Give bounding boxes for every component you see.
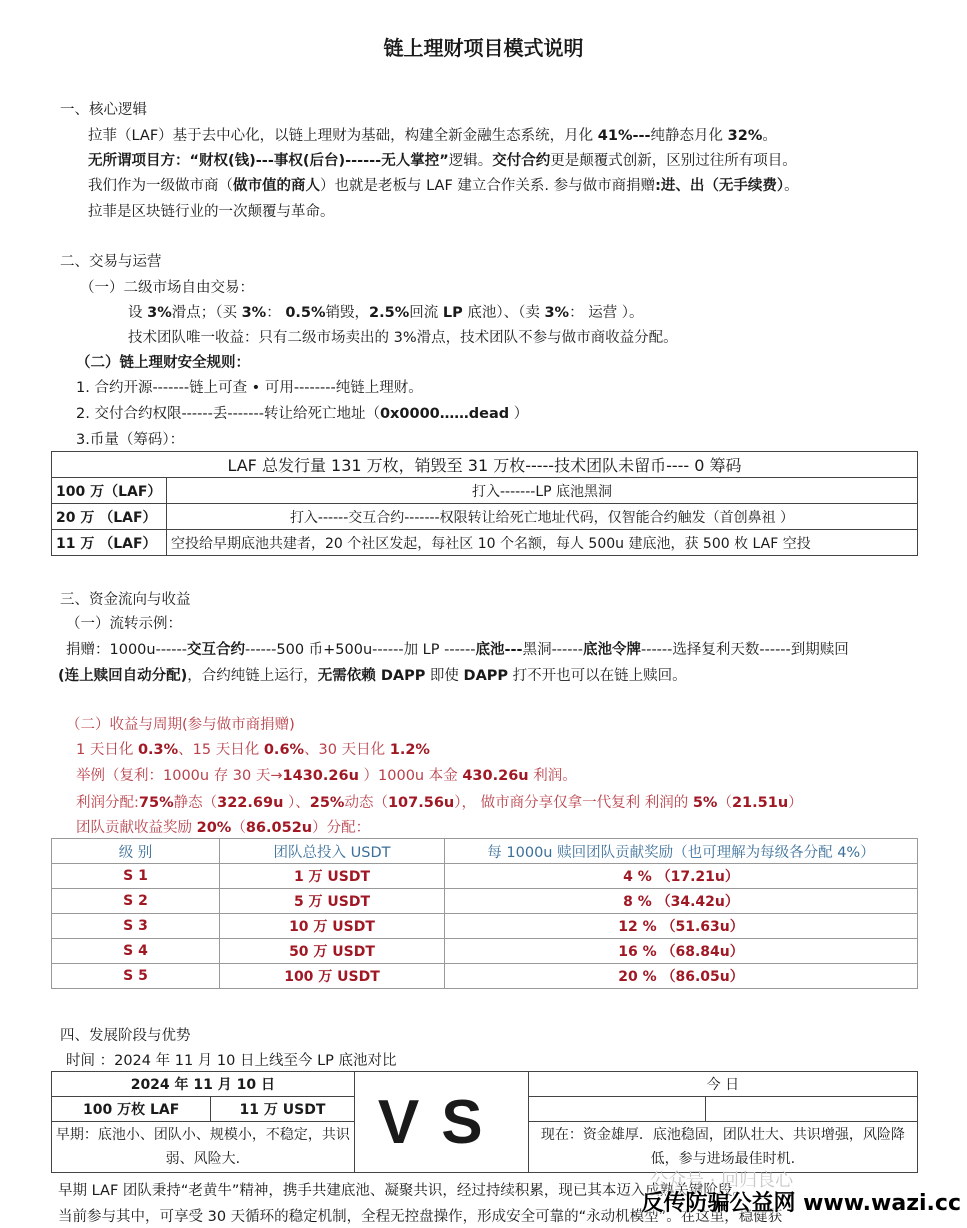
text-segment: 打不开也可以在链上赎回。 [508,668,687,684]
text-segment: 动态（ [344,795,388,811]
text-segment: ，合约纯链上运行， [187,668,318,684]
text-segment: ）也就是老板与 LAF 建立合作关系. 参与做市商捐赠 [320,178,656,194]
level-cell: S 1 [52,864,220,889]
text-line [80,276,254,297]
text-segment: LP [442,305,463,321]
text-line [66,713,295,734]
text-segment: 322.69u [217,795,284,811]
text-segment: 75% [138,795,174,811]
header-investment: 团队总投入 USDT [220,839,445,864]
investment-cell: 100 万 USDT [220,964,445,989]
text-segment: ------500 币+500u------加 LP ------ [244,642,476,658]
text-line [76,764,577,785]
amount-cell: 20 万 （LAF） [52,504,167,530]
text-segment: 1.2% [389,742,430,758]
table-row [52,964,918,989]
desc-cell: 打入-------LP 底池黑洞 [167,478,918,504]
text-line [60,1024,191,1045]
text-segment: 、30 天日化 [304,742,390,758]
text-line [128,326,678,347]
text-segment: 底池--- [475,642,523,658]
reward-cell: 4 % （17.21u） [445,864,918,889]
text-line [66,612,182,633]
text-segment: 利润。 [528,768,577,784]
text-segment: 逻辑。 [448,153,493,169]
table-row [52,939,918,964]
reward-cell: 8 % （34.42u） [445,889,918,914]
text-segment: （二）链上理财安全规则： [76,355,250,371]
text-segment: 0.6% [263,742,305,758]
text-segment: 二、交易与运营 [60,254,162,270]
text-segment: 3% [544,305,570,321]
text-line [76,376,423,397]
text-segment: 黑洞------ [522,642,583,658]
text-segment: ）分配： [312,820,371,836]
text-segment: 销毁， [325,305,370,321]
text-segment: （一）流转示例： [66,616,182,632]
header-reward: 每 1000u 赎回团队贡献奖励（也可理解为每级各分配 4%） [445,839,918,864]
text-line [88,174,799,195]
text-segment: 即使 [425,668,464,684]
text-segment: ） [788,795,803,811]
desc-cell: 空投给早期底池共建者，20 个社区发起，每社区 10 个名额，每人 500u 建底池，获 500 枚 LAF 空投 [167,530,918,556]
team-reward-table [51,838,918,989]
text-segment: ）1000u 本金 [358,768,463,784]
text-segment: 25% [309,795,345,811]
text-segment: 3% [241,305,267,321]
text-segment: 86.052u [245,820,313,836]
text-segment: 早期 LAF 团队秉持“老黄牛”精神，携手共建底池、凝聚共识，经过持续积累，现已其本迈入成熟关键阶段。 [58,1183,747,1199]
text-line [76,351,250,372]
text-line [76,402,528,423]
amount-cell: 100 万（LAF） [52,478,167,504]
text-segment: 1. 合约开源-------链上可查 • 可用--------纯链上理财。 [76,380,423,396]
text-line [88,149,797,170]
today-laf-empty [528,1097,705,1122]
text-segment: 0x0000……dead [379,406,510,422]
early-usdt: 11 万 USDT [211,1097,354,1122]
text-segment: DAPP [463,668,509,684]
text-segment: 四、发展阶段与优势 [60,1028,191,1044]
text-segment: 、15 天日化 [178,742,264,758]
reward-cell: 20 % （86.05u） [445,964,918,989]
table-row [52,864,918,889]
text-segment: （一）二级市场自由交易： [80,280,254,296]
text-segment: 3% [147,305,172,321]
today-desc: 现在：资金雄厚．底池稳固，团队壮大、共识增强，风险降低，参与进场最佳时机. [528,1122,917,1173]
text-segment: 我们作为一级做市商（ [88,178,233,194]
text-segment: 设 [128,305,148,321]
table-row [52,478,918,504]
text-segment: 拉菲是区块链行业的一次颠覆与革命。 [88,204,335,220]
today-title: 今 日 [528,1072,917,1097]
text-segment: 做市值的商人 [233,178,320,194]
vs-text: VS [377,1087,505,1157]
table-row [52,914,918,939]
reward-cell: 12 % （51.63u） [445,914,918,939]
text-segment: （ [717,795,732,811]
text-segment: 静态（ [173,795,218,811]
text-segment: 拉菲（LAF）基于去中心化，以链上理财为基础，构建全新金融生态系统，月化 [88,128,598,144]
text-segment: 滑点；（买 [171,305,242,321]
text-segment: 利润分配: [76,795,139,811]
text-segment: 430.26u [462,768,529,784]
text-segment: （ [231,820,246,836]
early-laf: 100 万枚 LAF [52,1097,211,1122]
text-segment: 技术团队唯一收益：只有二级市场卖出的 3%滑点，技术团队不参与做市商收益分配。 [128,330,678,346]
text-line [60,588,191,609]
text-segment: 3.币量（筹码）： [76,432,185,448]
text-segment: 更是颠覆式创新，区别过往所有项目。 [550,153,797,169]
text-segment: 当前参与其中，可享受 30 天循环的稳定机制，全程无控盘操作，形成安全可靠的“永动机模型”。在这里，稳健获 [58,1209,783,1225]
text-segment: 32% [727,128,763,144]
text-line [60,250,162,271]
text-line [66,638,849,659]
text-segment: 举例（复利：1000u 存 30 天→ [76,768,283,784]
today-usdt-empty [705,1097,917,1122]
text-line [128,301,644,322]
investment-cell: 10 万 USDT [220,914,445,939]
text-segment: 。 [762,128,777,144]
text-segment: 2.5% [369,305,410,321]
table-row [52,504,918,530]
level-cell: S 4 [52,939,220,964]
text-segment: 0.5% [285,305,326,321]
text-segment: 0.3% [137,742,179,758]
text-segment: 交互合约 [186,642,245,658]
early-date: 2024 年 11 月 10 日 [52,1072,355,1097]
text-segment: ： 运营 ）。 [569,305,644,321]
text-segment: ------选择复利天数------到期赎回 [640,642,849,658]
level-cell: S 2 [52,889,220,914]
text-segment: 1 天日化 [76,742,138,758]
text-segment: ： [266,305,286,321]
investment-cell: 50 万 USDT [220,939,445,964]
text-segment: ）、 [283,795,310,811]
investment-cell: 1 万 USDT [220,864,445,889]
level-cell: S 5 [52,964,220,989]
reward-cell: 16 % （68.84u） [445,939,918,964]
text-segment: 21.51u [731,795,789,811]
text-segment: 捐赠：1000u------ [66,642,187,658]
text-segment: 无所谓项目方：“财权(钱)---事权(后台)------无人掌控” [88,153,449,169]
text-segment: 1430.26u [282,768,359,784]
text-segment: ） [509,406,529,422]
desc-cell: 打入------交互合约-------权限转让给死亡地址代码，仅智能合约触发（首创鼻祖 ） [167,504,918,530]
text-segment: 底池）、（卖 [462,305,545,321]
faded-watermark: 公众号 · 回归良心 [650,1170,794,1191]
text-segment: (连上赎回自动分配) [58,668,188,684]
text-segment: 2. 交付合约权限------丢-------转让给死亡地址（ [76,406,380,422]
table-row [52,530,918,556]
text-segment: 一、核心逻辑 [60,102,147,118]
text-segment: :进、出（无手续费） [655,178,785,194]
text-segment: 无需依赖 DAPP [317,668,426,684]
text-line [60,98,147,119]
text-segment: 底池令牌 [582,642,641,658]
text-line [58,664,687,685]
level-cell: S 3 [52,914,220,939]
text-line [88,200,335,221]
investment-cell: 5 万 USDT [220,889,445,914]
table-row [52,889,918,914]
text-segment: 时间 ：2024 年 11 月 10 日上线至今 LP 底池对比 [66,1053,397,1069]
early-desc: 早期：底池小、团队小、规模小，不稳定，共识弱、风险大. [52,1122,355,1173]
text-segment: 5% [692,795,718,811]
text-line [76,738,430,759]
text-line [76,428,184,449]
text-segment: 107.56u [387,795,455,811]
header-level: 级 别 [52,839,220,864]
text-segment: 三、资金流向与收益 [60,592,191,608]
text-segment: 回流 [409,305,443,321]
amount-cell: 11 万 （LAF） [52,530,167,556]
watermark: 反传防骗公益网 www.wazi.cc [641,1191,961,1216]
text-segment: 20% [196,820,232,836]
text-segment: 纯静态月化 [650,128,728,144]
token-allocation-table [51,451,918,556]
text-segment: 。 [784,178,799,194]
text-segment: ）， 做市商分享仅拿一代复利 利润的 [454,795,693,811]
text-segment: 交付合约 [492,153,551,169]
text-line [88,124,777,145]
text-line [76,791,803,812]
vs-label [354,1072,528,1173]
lp-comparison-table [51,1071,918,1173]
token-table-header: LAF 总发行量 131 万枚，销毁至 31 万枚-----技术团队未留币---- 0 筹码 [52,452,918,478]
text-line [76,816,370,837]
text-segment: 41%--- [597,128,651,144]
text-segment: （二）收益与周期(参与做市商捐赠) [66,717,295,733]
document-title: 链上理财项目模式说明 [383,36,584,60]
text-line [66,1049,397,1070]
text-segment: 团队贡献收益奖励 [76,820,197,836]
